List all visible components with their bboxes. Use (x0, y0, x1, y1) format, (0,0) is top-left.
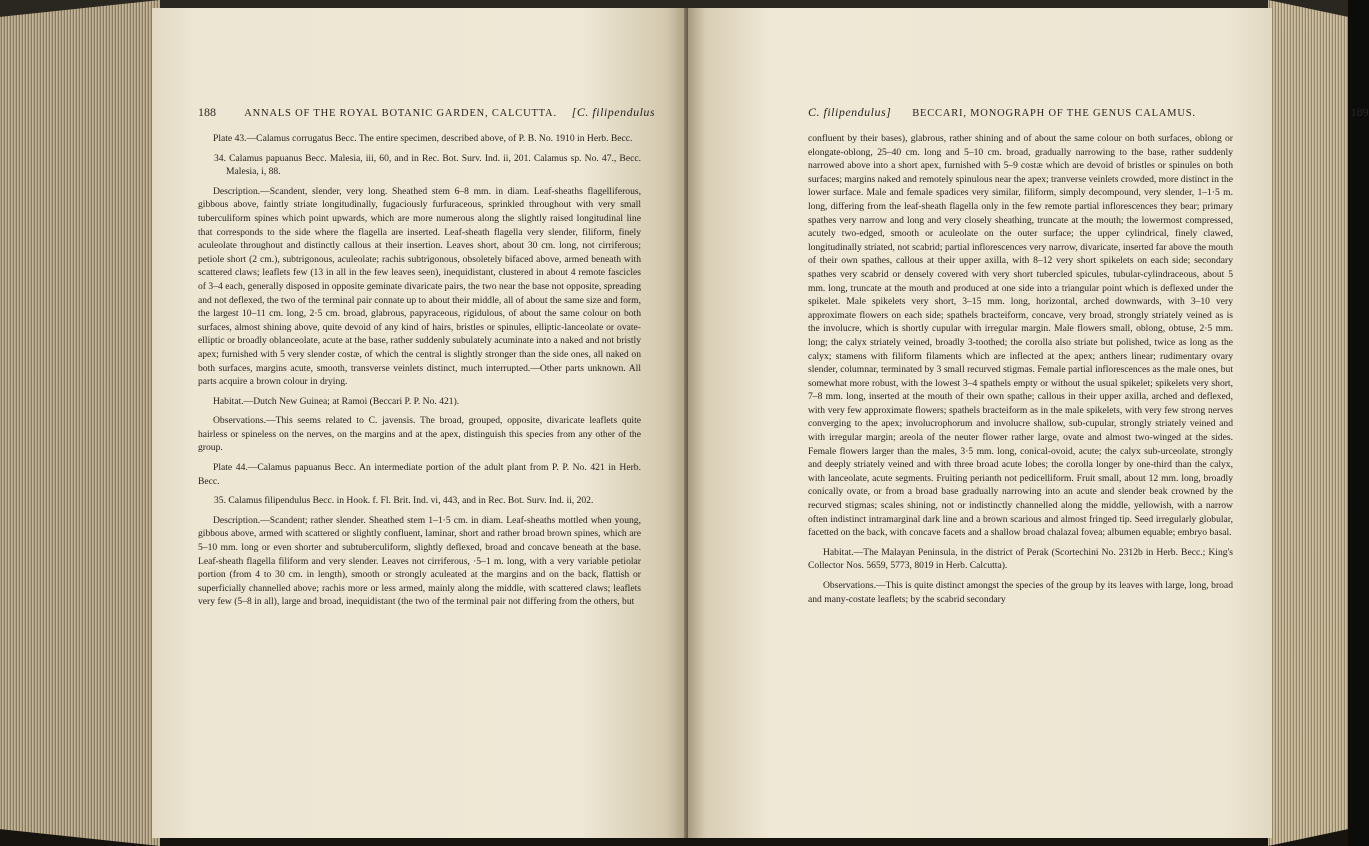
left-running-header (198, 105, 655, 120)
right-body-text (808, 132, 1233, 606)
left-header-title: ANNALS OF THE ROYAL BOTANIC GARDEN, CALCUTTA. (244, 108, 557, 119)
plate-43-caption: Plate 43.—Calamus corrugatus Becc. The entire specimen, described above, of P. B. No. 1910 in Herb. Becc. (213, 133, 633, 144)
right-header-title: BECCARI, MONOGRAPH OF THE GENUS CALAMUS. (912, 108, 1196, 119)
species-35-description-start: Description.—Scandent; rather slender. Sheathed stem 1–1·5 cm. in diam. Leaf-sheaths mottled when young, gibbous above, armed with scattered or slightly confluent, laminar, short and rather broad brown spines, which are 5–10 mm. long or even shorter and subtuberculiform, slightly deflexed, broad and concave beneath at the base. Leaf-sheath flagella filiform and very slender. Leaves not cirriferous, ·5–1 m. long, with a very variable petiolar portion (from 4 to 30 cm. in length), smooth or strongly aculeated at the margins and on the back, flattish or superficially channelled above; rachis more or less armed, mainly along the middle, with scattered claws; leaflets very few (5–8 in all), large and broad, inequidistant (the two of the terminal pair not differing from the others, but (198, 514, 641, 608)
left-body-text (198, 132, 641, 609)
species-34-description: Description.—Scandent, slender, very long. Sheathed stem 6–8 mm. in diam. Leaf-sheaths flagelliferous, gibbous above, faintly striate longitudinally, fugaciously furfuraceous, sprinkled throughout with very small tuberculiform spines which point upwards, which are more numerous along the slightly raised longitudinal line that corresponds to the side where the flagella are inserted. Leaf-sheath flagella very slender, filiform, finely aculeolate throughout and distinctly callous at their insertion. Leaves short, about 30 cm. long, not cirriferous; petiole short (2 cm.), subtrigonous, aculeolate; rachis subtrigonous, obsoletely bifaced above, armed beneath with scattered claws; leaflets few (13 in all in the few leaves seen), inequidistant, clustered in about 4 remote fascicles of 3–4 each, generally disposed in opposite geminate divaricate pairs, the two near the base not opposite, spreading and not deflexed, the two of the terminal pair connate up to about their middle, all of about the same size and form, the largest 10–11 cm. long, 2·5 cm. broad, glabrous, papyraceous, rigidulous, of about the same colour on both surfaces, almost shining above, quite devoid of any kind of hairs, bristles or spinules, elliptic-lanceolate or ovate-elliptic or broadly oblanceolate, acute at the base, rather suddenly subulately acuminate into a naked and not bristly apex; furnished with 5 very slender costæ, of which the central is slightly stronger than the side ones, all naked on both surfaces, margins acute, smooth, transverse veinlets distinct, much interrupted.—Other parts unknown. All parts acquire a brown colour in drying. (198, 185, 641, 388)
left-page-edges (0, 0, 160, 846)
species-35-heading: 35. Calamus filipendulus Becc. in Hook. f. Fl. Brit. Ind. vi, 443, and in Rec. Bot. Surv. Ind. ii, 202. (214, 495, 594, 507)
left-page-number: 188 (198, 105, 216, 119)
species-34-observations: Observations.—This seems related to C. javensis. The broad, grouped, opposite, divaricate leaflets quite hairless or spineless on the nerves, on the margins and at the apex, distinguish this species from any other of the group. (198, 415, 641, 454)
plate-44-caption: Plate 44.—Calamus papuanus Becc. An intermediate portion of the adult plant from P. P. No. 421 in Herb. Becc. (198, 462, 641, 487)
left-header-species: [C. filipendulus (571, 105, 656, 119)
species-34-heading: 34. Calamus papuanus Becc. Malesia, iii, 60, and in Rec. Bot. Surv. Ind. ii, 201. Calamus sp. No. 47., Becc. Malesia, i, 88. (214, 152, 641, 178)
species-35-habitat: Habitat.—The Malayan Peninsula, in the district of Perak (Scortechini No. 2312b in Herb. Becc.; King's Collector Nos. 5659, 5773, 8019 in Herb. Calcutta). (808, 546, 1233, 572)
species-35-description-continued: confluent by their bases), glabrous, rather shining and of about the same colour on both surfaces, oblong or elongate-oblong, 25–40 cm. long and 5–10 cm. broad, gradually narrowing to the base, rather suddenly narrowed above into a short apex, furnished with 5–9 costæ which are devoid of bristles or spinules on both surfaces; margins naked and remotely spinulous near the apex; tranverse veinlets crowded, more distinct in the lower surface. Male and female spadices very similar, filiform, simply decompound, very slender, 1–1·5 m. long, differing from the leaf-sheath flagella only in the few remote partial inflorescences they bear; primary spathes very narrow and long and very closely sheathing, truncate at the mouth; the lowermost compressed, acutely two-edged, smooth or aculeolate on the outer surface; the upper cylindrical, finely clawed, longitudinally striated, not scabrid; partial inflorescences very narrow, divaricate, inserted far above the mouth of their own spathes, callous at their upper axilla, with 8–12 very short spikelets on each side; secondary spathes very scabrid or densely covered with very short tubercled spicules, tubular-cylindraceous, about 5 mm. long, truncate at the mouth and produced at one side into a triangular point which is deflexed under the spikelet. Male spikelets very short, 3–15 mm. long, horizontal, arched downwards, with 3–10 very approximate flowers on each side; spathels bracteiform, concave, very broad, strongly striately veined as is the involucre, which is shortly cupular with irregular margin. Male flowers small, oblong, obtuse, 2·5 mm. long; the calyx striately veined, broadly 3-toothed; the corolla also striate but polished, twice as long as the calyx; stamens with filiform filaments which are inflected at the apex; anthers linear; rudimentary ovary slender, columnar, terminated by 3 small recurved stigmas. Female partial inflorescences as the male ones, but somewhat more robust, with the lowest 3–4 spathels empty or without the usual spikelet; spikelets very short, 7–8 mm. long, inserted at the mouth of their own spathe; callous in their upper axilla, arched and deflexed, with very few approximate flowers; spathels bracteiform as in the male spikelets, with very few strong nerves converging to the apex; involucrophorum and involucre shallow, sub-cupular, strongly striately veined and with irregular margin; areola of the neuter flower rather large, ovate and almost two-winged at the sides. Female flowers larger than the males, 3·5 mm. long, conical-ovoid, acute; the calyx sub-urceolate, strongly and deeply striately veined and with three broad acute lobes; the corolla longer by one-third than the calyx, with lanceolate, acute segments. Fruiting perianth not pedicelliform. Fruit small, about 12 mm. long, broadly conically ovate, or from a broad base gradually narrowing into an acute and slender beak crowned by the recurved stigmas; scales shining, not or indistinctly channelled along the middle, yellowish, with a narrow often indistinct intramarginal dark line and a brown scarious and almost fringed tip. Seed irregularly globular, facetted on the back, with concave facets and a shallow broad chalazal fovea; albumen equable; embryo basal. (808, 133, 1234, 539)
right-header-species: C. filipendulus] (808, 105, 892, 119)
left-page (152, 8, 688, 838)
species-35-observations: Observations.—This is quite distinct amongst the species of the group by its leaves with large, long, broad and many-costate leaflets; by the scabrid secondary (808, 580, 1233, 605)
right-page-edges (1268, 0, 1348, 846)
right-running-header (808, 105, 1369, 120)
species-34-habitat: Habitat.—Dutch New Guinea; at Ramoi (Beccari P. P. No. 421). (213, 395, 460, 407)
right-page-number: 189 (1350, 105, 1369, 119)
right-page (688, 8, 1369, 838)
